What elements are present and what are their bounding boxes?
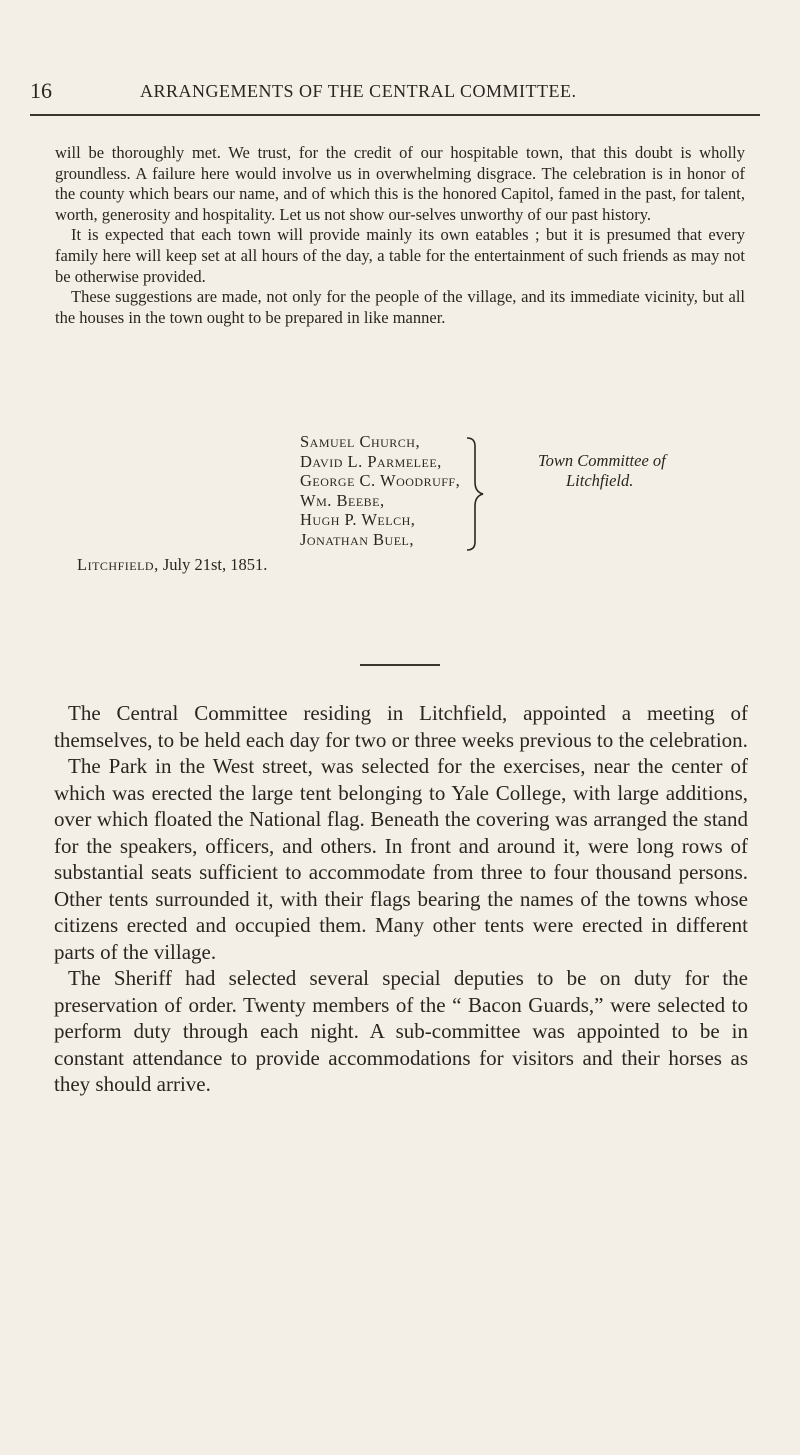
page-header — [30, 78, 770, 108]
committee-line: Town Committee of — [538, 451, 666, 470]
place-name: Litchfield, — [77, 555, 159, 574]
paragraph: will be thoroughly met. We trust, for the credit of our hospitable town, that this doubt is wholly groundless. A failure here would involve us in overwhelming disgrace. The celebration is in honor of the county which bears our name, and of which this is the honored Capitol, famed in the past, for talent, worth, generosity and hospitality. Let us not show our-selves unworthy of our past history. — [55, 143, 745, 224]
date-text: July 21st, 1851. — [162, 555, 268, 574]
signatory-name: Wm. Beebe, — [300, 490, 385, 510]
signatory-name: David L. Parmelee, — [300, 451, 442, 471]
signature-block — [55, 432, 745, 562]
page-number: 16 — [30, 78, 52, 103]
paragraph: The Central Committee residing in Litchfield, appointed a meeting of themselves, to be held each day for two or three weeks previous to the celebration. — [54, 701, 748, 752]
paragraph: The Park in the West street, was selected for the exercises, near the center of which was erected the large tent belonging to Yale College, with large additions, over which floated the National flag. Beneath the covering was arranged the stand for the speakers, officers, and others. In front and around it, were long rows of substantial seats sufficient to accommodate from three to four thousand persons. Other tents surrounded it, with their flags bearing the names of the towns whose citizens erected and occupied them. Many other tents were erected in different parts of the village. — [54, 754, 748, 964]
committee-title — [538, 451, 738, 490]
paragraph: It is expected that each town will provide mainly its own eatables ; but it is presumed that every family here will keep set at all hours of the day, a table for the entertainment of such friends as may not be otherwise provided. — [55, 225, 745, 286]
curly-brace — [465, 436, 525, 552]
signatory-list — [300, 432, 460, 550]
paragraph: The Sheriff had selected several special deputies to be on duty for the preservation of order. Twenty members of the “ Bacon Guards,” were selected to perform duty through each night. A sub-committee was appointed to be in constant attendance to provide accommodations for visitors and their horses as they should arrive. — [54, 966, 748, 1096]
upper-text-block — [55, 143, 745, 328]
place-date-line — [77, 555, 267, 575]
paragraph: These suggestions are made, not only for the people of the village, and its immediate vicinity, but all the houses in the town ought to be prepared in like manner. — [55, 287, 745, 327]
signatory-name: Jonathan Buel, — [300, 529, 414, 549]
lower-text-block — [54, 700, 748, 1098]
header-rule — [30, 114, 760, 116]
signatory-name: Samuel Church, — [300, 432, 421, 451]
running-head: ARRANGEMENTS OF THE CENTRAL COMMITTEE. — [140, 81, 577, 101]
signatory-name: Hugh P. Welch, — [300, 510, 416, 530]
signatory-name: George C. Woodruff, — [300, 471, 461, 491]
committee-line: Litchfield. — [566, 470, 634, 490]
section-divider — [360, 664, 440, 666]
